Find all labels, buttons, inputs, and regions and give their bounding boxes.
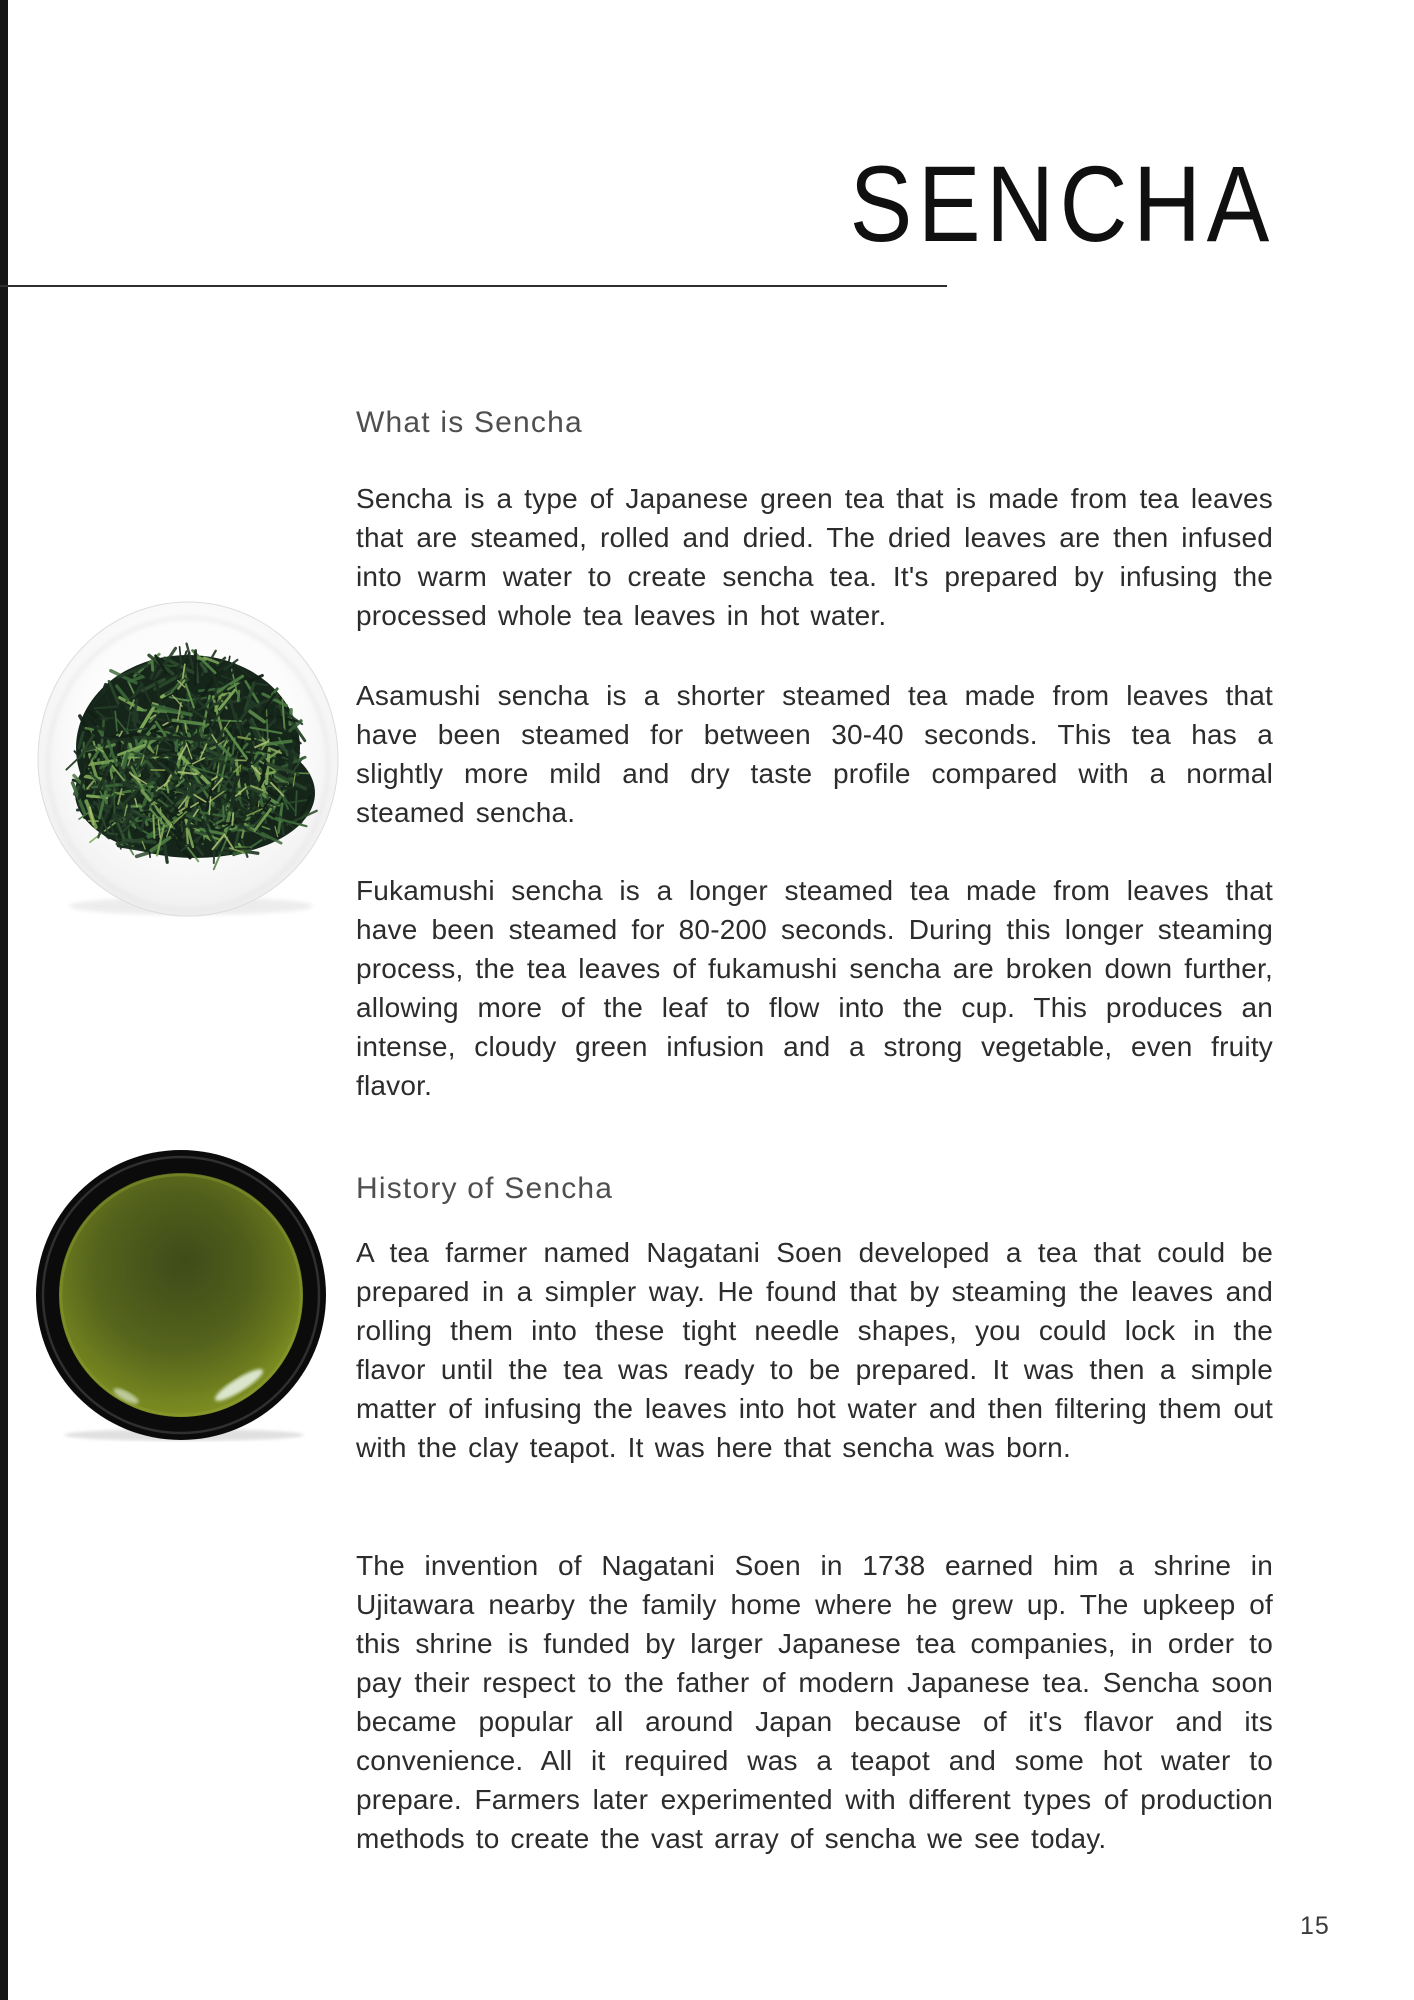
paragraph-fukamushi: Fukamushi sencha is a longer steamed tea made from leaves that have been steamed for 80-200 seconds. During this longer steaming process, the tea leaves of fukamushi sencha are broken down further, allowing more of the leaf to flow into the cup. This produces an intense, cloudy green infusion and a strong vegetable, even fruity flavor. [356, 875, 1273, 1101]
title-underline-rule [0, 285, 947, 287]
page-title: SENCHA [849, 143, 1275, 264]
section-heading-what-is-sencha: What is Sencha [356, 406, 583, 439]
left-accent-bar [0, 0, 8, 2000]
tea-leaves-plate-image [33, 598, 343, 920]
section-heading-history-of-sencha: History of Sencha [356, 1172, 614, 1205]
paragraph-sencha-intro: Sencha is a type of Japanese green tea that is made from tea leaves that are steamed, rolled and dried. The dried leaves are then infused into warm water to create sencha tea. It's prepared by infusing the processed whole tea leaves in hot water. [356, 483, 1273, 631]
tea-cup-illustration [34, 1148, 328, 1442]
paragraph-shrine-1738: The invention of Nagatani Soen in 1738 earned him a shrine in Ujitawara nearby the family home where he grew up. The upkeep of this shrine is funded by larger Japanese tea companies, in order to pay their respect to the father of modern Japanese tea. Sencha soon became popular all around Japan because of it's flavor and its convenience. All it required was a teapot and some hot water to prepare. Farmers later experimented with different types of production methods to create the vast array of sencha we see today. [356, 1550, 1273, 1854]
page-number: 15 [1300, 1912, 1330, 1940]
green-tea-cup-image [34, 1148, 328, 1442]
paragraph-asamushi: Asamushi sencha is a shorter steamed tea made from leaves that have been steamed for between 30-40 seconds. This tea has a slightly more mild and dry taste profile compared with a normal steamed sencha. [356, 680, 1273, 828]
tea-leaves-illustration [33, 598, 343, 920]
paragraph-nagatani-soen: A tea farmer named Nagatani Soen developed a tea that could be prepared in a simpler way. He found that by steaming the leaves and rolling them into these tight needle shapes, you could lock in the flavor until the tea was ready to be prepared. It was then a simple matter of infusing the leaves into hot water and then filtering them out with the clay teapot. It was here that sencha was born. [356, 1237, 1273, 1463]
